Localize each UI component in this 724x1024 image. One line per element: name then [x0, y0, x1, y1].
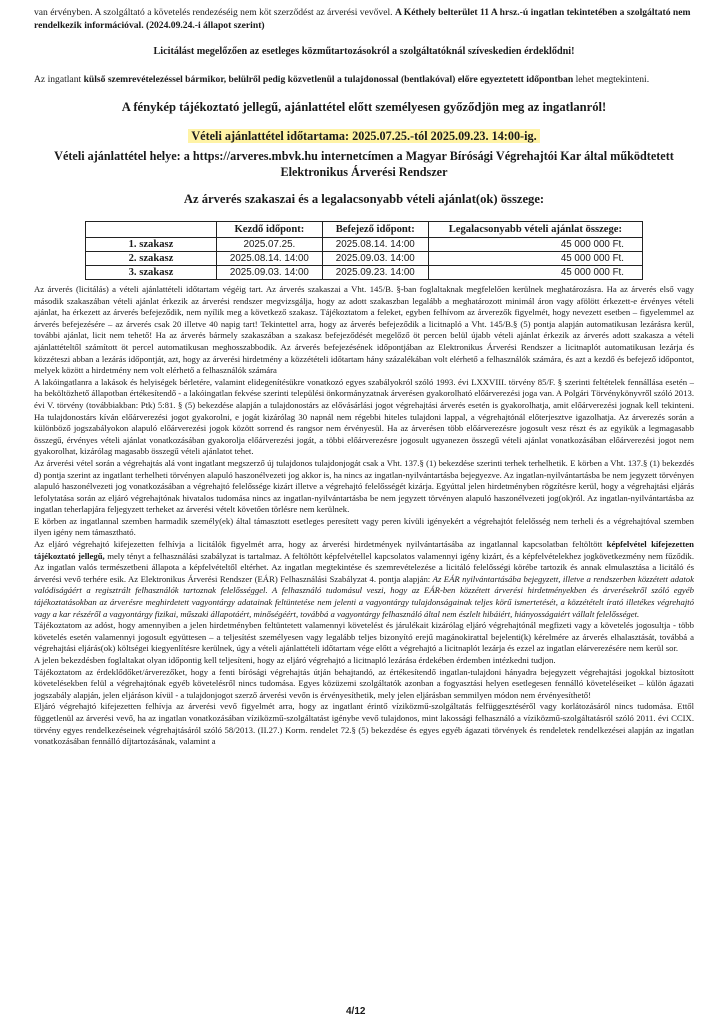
p5-b: képfelvétel kifejezetten tájékoztató jellegű,	[34, 539, 694, 561]
intro-paragraph	[34, 6, 694, 32]
paragraph-auction-duration: Az árverés (licitálás) a vételi ajánlattételi időtartam végéig tart. Az árverés szakaszai a Vht. 145/B. §-ban foglaltaknak megfelelően kerülnek meghatározásra. Ha az árverés első vagy második szakaszában vételi ajánlat érkezik az árverési rendszer megvizsgálja, hogy az adott szakaszban legalább a meghatározott minimál áron vagy afölött érkezett-e érvényes vételi ajánlat, ha érkezett az árverés befejeződik, nem nyílik meg a következő szakasz. Tájékoztatom a feleket, egyben felhívom az árverezők figyelmét, hogy nevezett esetben – figyelemmel az árverés befejezésére – az árverés csak 20 illetve 40 napig tart! Tekintettel arra, hogy az árverés befejeződik a licitnapló a Vht. 145/B.§ (5) pontja alapján automatikusan lezárásra kerül, további ajánlat, licit nem tehető! Ha az árverés bármely szakaszában a szakasz befejeződését megelőző öt percen belül újabb vételi ajánlat érkezik az árverés adott szakasza a vételi ajánlattételtől számított öt percel automatikusan meghosszabbodik. Az árverés befejezésének időpontjában az Elektronikus Árverési Rendszer a licitnaplót automatikusan lezárja és közzéteszi abban a lezárás időpontját, azt, hogy az árverési hirdetmény a közzétételi időtartam hány százalékában volt elérhető a felhasználók számára, és azt a kezdő és befejező időpontot, melyek között a hirdetmény nem volt elérhető a felhasználók számára	[34, 284, 694, 376]
visit-paragraph	[34, 73, 694, 86]
stage-label: 1. szakasz	[86, 238, 217, 252]
intro-line-a: van érvényben. A szolgáltató a követelés rendezéséig nem köt szerződést az árverési vevővel.	[34, 7, 395, 18]
p5-a: Az eljáró végrehajtó kifejezetten felhívja a licitálók figyelmét arra, hogy az árverési hirdetmények nyilvántartásába az ingatlannal kapcsolatban feltöltött	[34, 539, 607, 550]
p5-d: Az EÁR nyilvántartásába bejegyzett, illetve a rendszerben közzétett adatok valódiságáért a regisztrált felhasználók tartoznak felelősséggel. A felhasználó tudomásul veszi, hogy az EÁR-ben közzétett árverési hirdetményekben és árverésekről szóló egyéb tájékoztatásokban az árverésre meghirdetett vagyontárgy adatainak feltüntetése nem jelenti a vagyontárgy tulajdonságainak teljes körű ismertetését, a közzétételt írató illetékes végrehajtó vagy a kar részéről a vagyontárgy fizikai, műszaki állapotáért, minőségéért, továbbá a vagyontárgy felhasználó által nem észlelt hibáiért, hiányosságaiért vállalt felelősséget.	[34, 573, 694, 619]
auction-stages-table	[85, 221, 643, 280]
stage-start: 2025.09.03. 14:00	[217, 266, 323, 280]
paragraph-deadline: A jelen bekezdésben foglaltakat olyan időpontig kell teljesíteni, hogy az eljáró végrehajtó a licitnapló lezárása érdekében érdemben intézkedni tudjon.	[34, 655, 556, 665]
table-header-end: Befejező időpont:	[322, 222, 428, 238]
table-header-empty	[86, 222, 217, 238]
table-header-start: Kezdő időpont:	[217, 222, 323, 238]
stage-end: 2025.08.14. 14:00	[322, 238, 428, 252]
table-row	[86, 252, 643, 266]
page-number: 4/12	[346, 1006, 366, 1017]
paragraph-utility-claims: Tájékoztatom az érdeklődőket/árverezőket, hogy a fenti bírósági végrehajtás útján behajtandó, az értékesítendő ingatlan-tulajdoni hányadra bejegyzett végrehajtási jogokkal biztosított követelésekben felül a végrehajtónak egyéb követelésről nincs tudomása. Egyes közüzemi szolgáltatók azonban a fogyasztási helyen esetlegesen fennálló követeléseiket – külön ágazati jogszabály alapján, jelen eljáráson kívül - a tulajdonjogot szerző árverési vevőn is érvényesíthetik, mely jelen eljárásban semmilyen módon nem érvényesíthető!	[34, 666, 694, 700]
stage-end: 2025.09.03. 14:00	[322, 252, 428, 266]
stage-start: 2025.08.14. 14:00	[217, 252, 323, 266]
stage-start: 2025.07.25.	[217, 238, 323, 252]
stage-end: 2025.09.23. 14:00	[322, 266, 428, 280]
stage-price: 45 000 000 Ft.	[428, 238, 642, 252]
stage-label: 3. szakasz	[86, 266, 217, 280]
visit-b: külső szemrevételezéssel bármikor, belülről pedig közvetlenül a tulajdonossal (bentlakóval) előre egyeztetett időpontban	[83, 74, 574, 85]
intro-line-b: A Kéthely belterület 11 A hrsz.-ú ingatlan tekintetében a szolgáltató nem rendelkezik információval. (2024.09.24.-i állapot szerint)	[34, 7, 691, 31]
table-header-row	[86, 222, 643, 238]
table-row	[86, 266, 643, 280]
table-row	[86, 238, 643, 252]
visit-a: Az ingatlant	[34, 74, 84, 85]
paragraph-pre-emption: A lakóingatlanra a lakások és helyiségek bérletére, valamint elidegenítésükre vonatkozó egyes szabályokról szóló 1993. évi LXXVIII. törvény 85/F. § szerinti feltételek fennállása esetén – ha beköltözhető állapotban értékesítendő - a lakóingatlan fekvése szerinti települési önkormányzatnak árverésen gyakorolható előárverezési joga van. A Polgári Törvénykönyvről szóló 2013. évi V. törvény (továbbiakban: Ptk) 5:81. § (5) bekezdése alapján a tulajdonostárs az elővásárlási jogot végrehajtási árverés esetén is gyakorolhatja, amit előárverezési jognak kell tekinteni. Ha tulajdonostárs kíván előárverezési jogot gyakorolni, e jogát kizárólag 30 napnál nem régebbi hiteles tulajdoni lappal, a végrehajtónál előterjesztve igazolhatja. Az árverezés során a különböző jogszabályokon alapuló előárverezési jogok között sorrend és rangsor nem érvényesül. Ha az árverésen több előárverezésre jogosult vesz részt és az egyikük a legmagasabb összegű, érvényes vételi ajánlat vonatkozásában gyakorolja előárverezési jogát, a többi előárverezésre jogosult ugyanezen összegű vételi ajánlat vonatkozásában előárverezési jogot nem gyakorolhat, kizárólag magasabb összegű vételi ajánlatot tehet.	[34, 376, 694, 457]
paragraph-encumbrances: Az árverési vétel során a végrehajtás alá vont ingatlant megszerző új tulajdonos tulajdonjogát csak a Vht. 137.§ (1) bekezdése szerinti terhek terhelhetik. E körben a Vht. 137.§ (1) bekezdés d) pontja szerint az ingatlant terhelheti törvényen alapuló haszonélvezeti jog akkor is, ha nincs az ingatlan-nyilvántartásba bejegyezve. Az ingatlan-nyilvántartásba be nem jegyzett törvényen alapuló haszonélvezeti jog vonatkozásában a végrehajtó felelőssége kizárt illetve a végrehajtó felelősségét kizárja. Egyúttal jelen hirdetményben rögzítésre kerül, hogy a végrehajtási eljárás lefolytatása során az eljáró végrehajtónak hivatalos tudomása nincs az ingatlan-nyilvántartásba be nem jegyzett törvényen alapuló haszonélvezeti jog(ok)ról. Az ingatlan-nyilvántartásba az ingatlan teherlapjára feljegyzett terheket az árverési vételt követően törlésre nem kerülnek.	[34, 457, 694, 515]
stage-price: 45 000 000 Ft.	[428, 266, 642, 280]
paragraph-debtor-info: Tájékoztatom az adóst, hogy amennyiben a jelen hirdetményben feltüntetett valamennyi követelést és járulékait kizárólag eljáró végrehajtónál megfizeti vagy a követelés jogosultja - több követelés esetén valamennyi jogosult együttesen – a teljesítést személyesen vagy legalább teljes bizonyító erejű magánokirattal bejelenti(k) kérelmére az árverés elhalasztását, továbbá a végrehajtási eljárás(ok) költségei kiegyenlítésre kerülnek, úgy a vételi ajánlattételi időtartam vége előtt a végrehajtó a licitnaplót lezárja és ezzel az ingatlan elárverezésére nem kerül sor.	[34, 620, 694, 654]
utility-debt-notice: Licitálást megelőzően az esetleges közműtartozásokról a szolgáltatóknál szíveskedien érdeklődni!	[153, 46, 575, 57]
stages-title: Az árverés szakaszai és a legalacsonyabb vételi ajánlat(ok) összege:	[183, 192, 545, 206]
stage-price: 45 000 000 Ft.	[428, 252, 642, 266]
bid-period-highlight: Vételi ajánlattétel időtartama: 2025.07.25.-tól 2025.09.23. 14:00-ig.	[188, 129, 539, 143]
stage-label: 2. szakasz	[86, 252, 217, 266]
paragraph-third-party-claims: E körben az ingatlannal szemben harmadik személy(ek) által támasztott esetleges peresített vagy peren kívüli igényekért a végrehajtót felelősség nem terheli és a végrehajtóval szemben ilyen igény nem támasztható.	[34, 515, 694, 538]
paragraph-water-service: Eljáró végrehajtó kifejezetten felhívja az árverési vevő figyelmét arra, hogy az ingatlant érintő víziközmű-szolgáltatás felfüggesztéséről vagy korlátozásáról nincs tudomása. Ettől függetlenül az árverési vevő, ha az ingatlan vonatkozásában víziközmű-szolgáltatást igénybe vevő tulajdonos, mint lakossági felhasználó a víziközmű-szolgáltatásról szóló 2011. évi CCIX. törvény egyes rendelkezéseinek végrehajtásáról szóló 58/2013. (II.27.) Korm. rendelet 72.§ (5) bekezdése és egyes egyéb ágazati törvények és rendeletek rendelkezései alapján az ingatlan vonatkozásában fennálló díjtartozásának, valamint a	[34, 701, 694, 747]
paragraph-photo-liability	[34, 539, 694, 620]
p5-c: mely tényt a felhasználási szabályzat is tartalmaz. A feltöltött képfelvétellel kapcsolatos valamennyi igény kizárt, és a képfelvételekhez jogkövetkezmény nem fűződik. Az ingatlan valós természetbeni állapota a képfelvételtől eltérhet. Az ingatlan megtekintése és szemrevételezése a licitáló felelősségi körébe tartozik és annak elmulasztása a licitáló és árverési vevő terhére esik. Az Elektronikus Árverési Rendszer (EÁR) Felhasználási Szabályzat 4. pontja alapján:	[34, 550, 694, 584]
visit-c: lehet megtekinteni.	[573, 74, 650, 85]
bid-period	[34, 127, 694, 145]
table-header-price: Legalacsonyabb vételi ajánlat összege:	[428, 222, 642, 238]
body-text	[34, 284, 694, 748]
photo-disclaimer: A fénykép tájékoztató jellegű, ajánlattétel előtt személyesen győződjön meg az ingatlanról!	[121, 100, 607, 114]
bid-place: Vételi ajánlattétel helye: a https://arveres.mbvk.hu internetcímen a Magyar Bírósági Végrehajtói Kar által működtetett Elektronikus Árverési Rendszer	[54, 149, 674, 179]
